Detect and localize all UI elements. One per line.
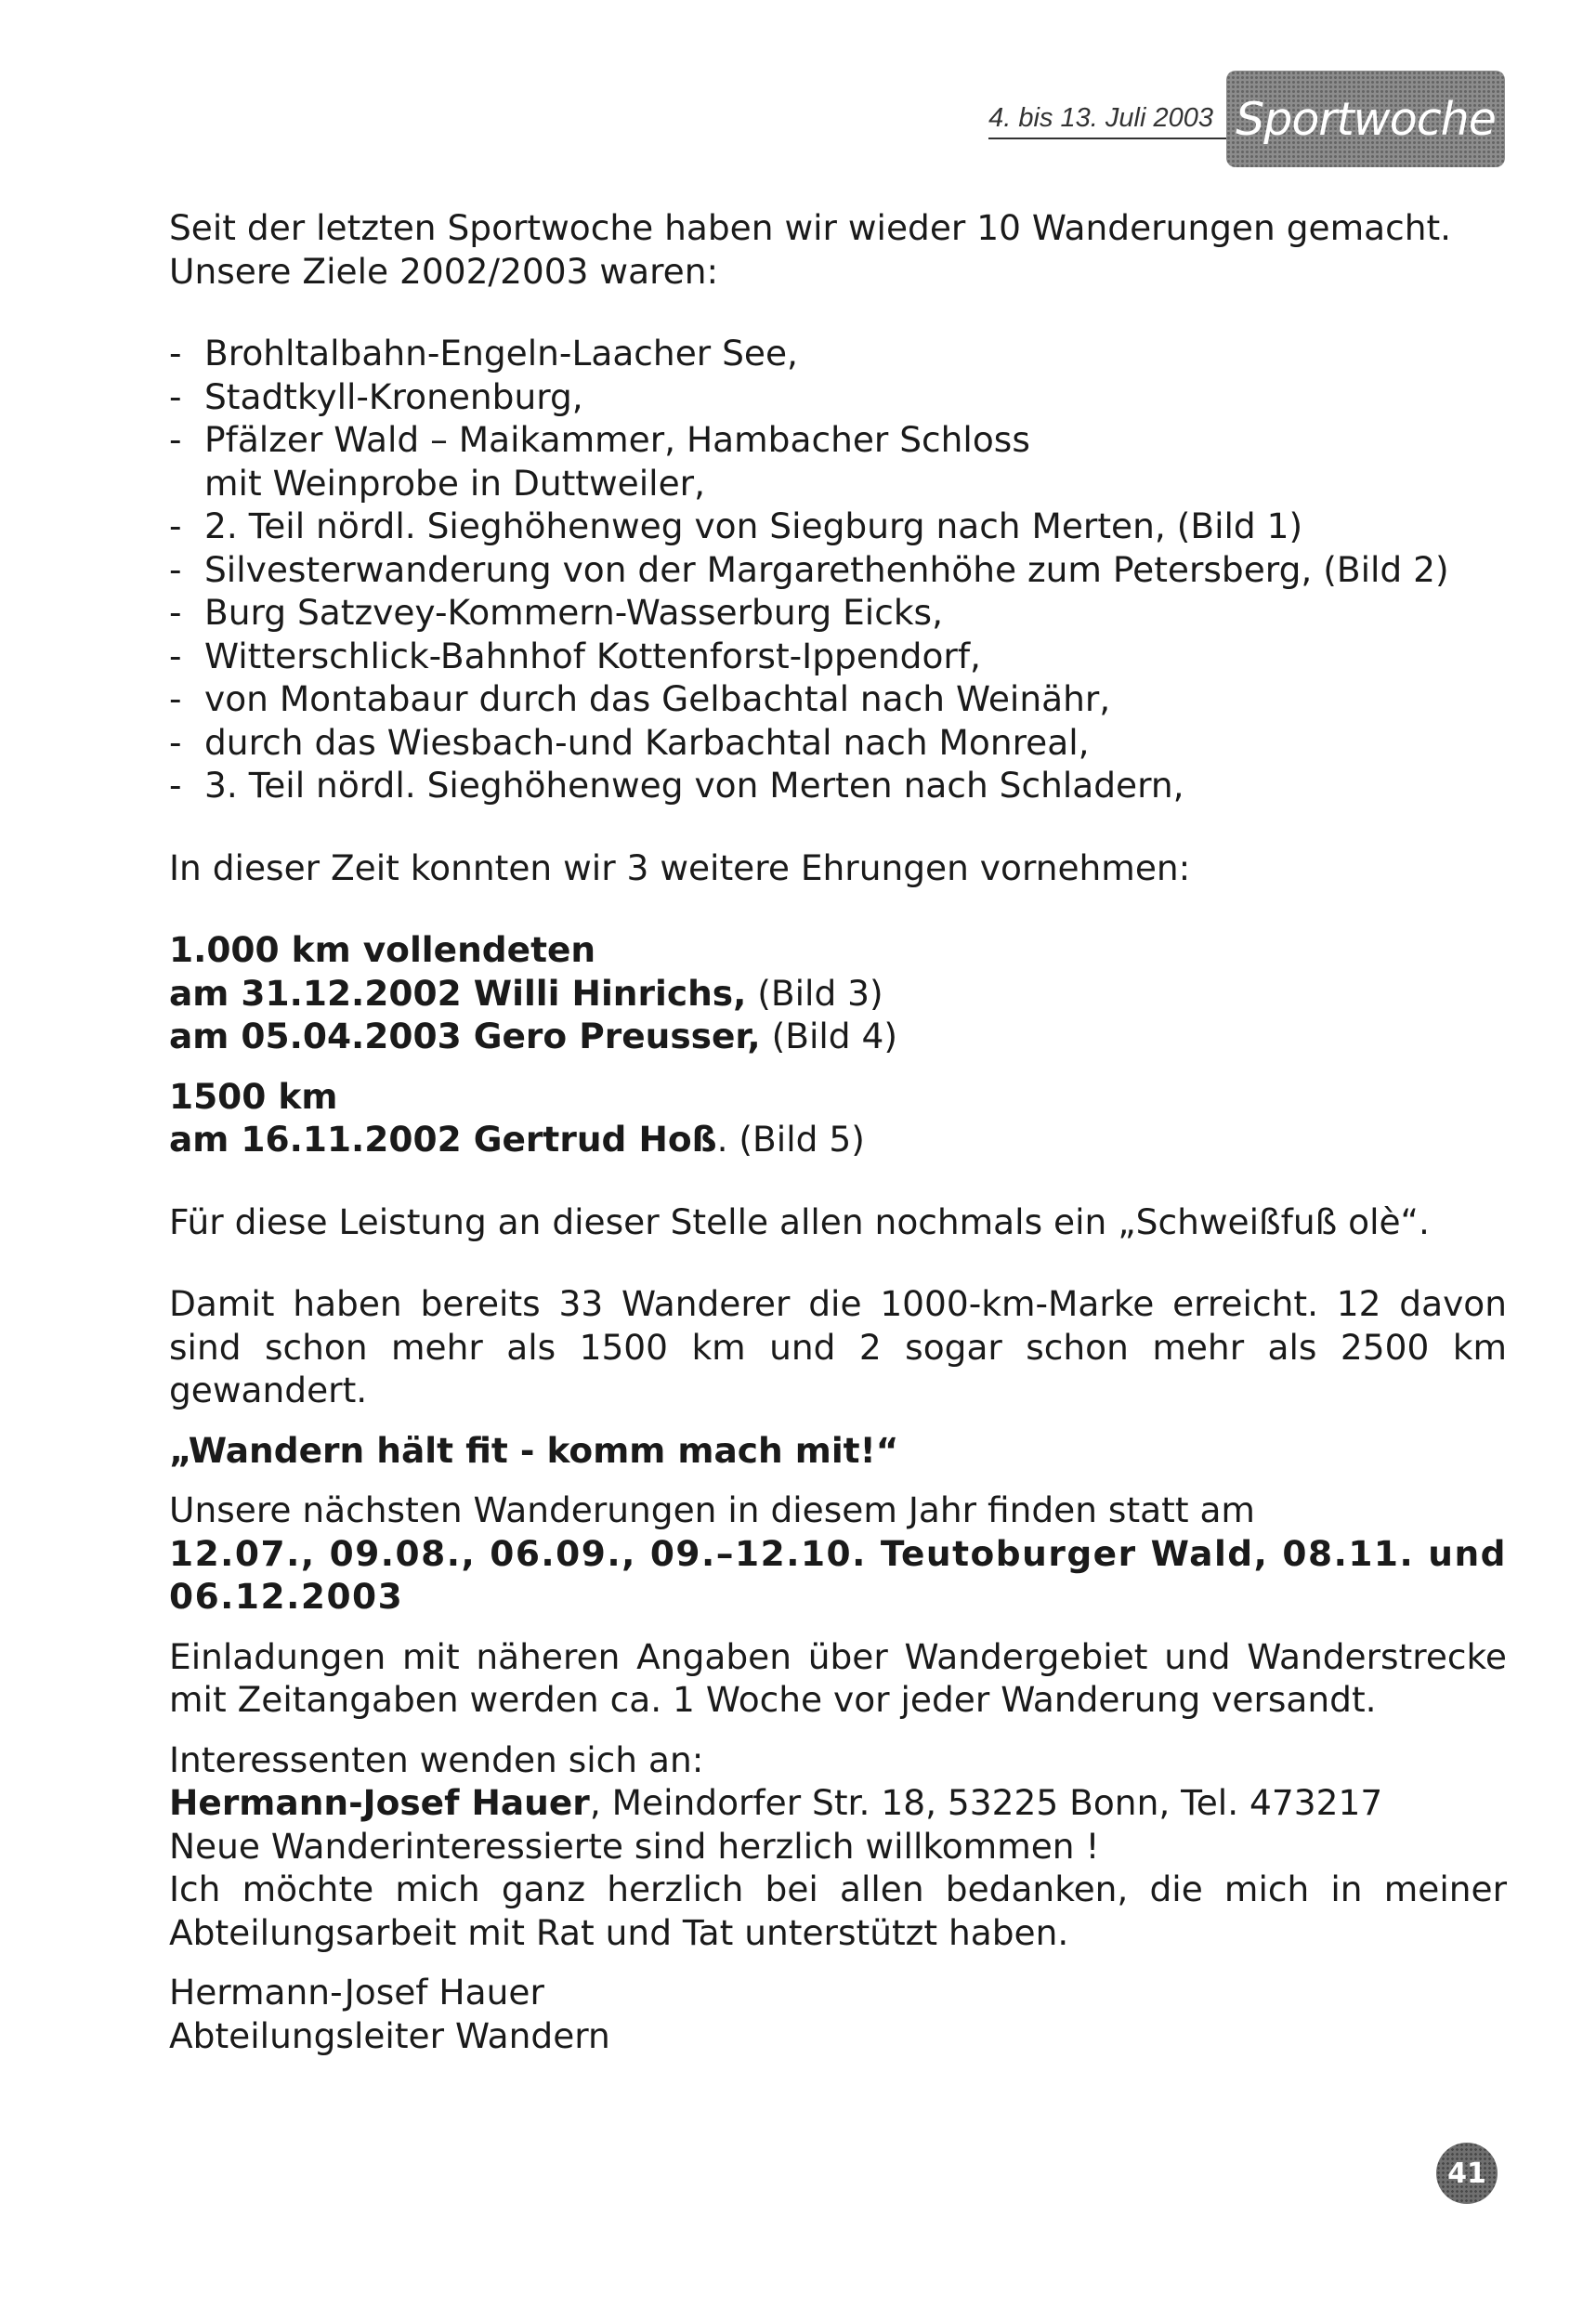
honor-entry [169,1118,1507,1161]
next-hikes-intro: Unsere nächsten Wanderungen in diesem Jahr finden statt am [169,1489,1255,1530]
honor-entry-text: am 16.11.2002 Gertrud Hoß [169,1119,717,1160]
welcome-line: Neue Wanderinteressierte sind herzlich willkommen ! [169,1825,1100,1867]
route-item: - von Montabaur durch das Gelbachtal nach Weinähr, [169,677,1507,721]
invitation-paragraph: Einladungen mit näheren Angaben über Wandergebiet und Wanderstrecke mit Zeitangaben werden ca. 1 Woche vor jeder Wanderung versandt. [169,1635,1507,1720]
route-list [169,332,1507,807]
honor-entry [169,1015,1507,1058]
contact-line [169,1781,1507,1825]
honors-intro: In dieser Zeit konnten wir 3 weitere Ehrungen vornehmen: [169,846,1191,888]
route-item: - Witterschlick-Bahnhof Kottenforst-Ippendorf, [169,635,1507,678]
contact-name: Hermann-Josef Hauer [169,1782,590,1823]
honors-group-2-title: 1500 km [169,1075,338,1117]
stats-paragraph: Damit haben bereits 33 Wanderer die 1000-km-Marke erreicht. 12 davon sind schon mehr als 1500 km und 2 sogar schon mehr als 2500 km gewandert. [169,1283,1507,1410]
route-item-continuation: mit Weinprobe in Duttweiler, [204,462,705,504]
route-item: - durch das Wiesbach-und Karbachtal nach Monreal, [169,721,1507,765]
intro-line-1: Seit der letzten Sportwoche haben wir wieder 10 Wanderungen gemacht. [169,207,1452,248]
honor-entry-ref: . (Bild 5) [716,1119,865,1160]
thanks-line: Für diese Leistung an dieser Stelle allen nochmals ein „Schweißfuß olè“. [169,1200,1430,1242]
route-item: - Silvesterwanderung von der Margarethenhöhe zum Petersberg, (Bild 2) [169,548,1507,592]
signature-role: Abteilungsleiter Wandern [169,2014,610,2056]
signature-name: Hermann-Josef Hauer [169,1972,544,2013]
route-item-text: Pfälzer Wald – Maikammer, Hambacher Schloss [204,419,1030,460]
event-date: 4. bis 13. Juli 2003 [988,103,1226,139]
route-item: - Stadtkyll-Kronenburg, [169,375,1507,419]
honor-entry-text: am 31.12.2002 Willi Hinrichs, [169,972,747,1014]
slogan: „Wandern hält fit - komm mach mit!“ [169,1429,899,1471]
brand-title: Sportwoche [1236,92,1496,146]
route-item: - Burg Satzvey-Kommern-Wasserburg Eicks, [169,591,1507,635]
page-number-badge [1436,2143,1498,2204]
honor-entry-ref: (Bild 4) [771,1016,898,1056]
closing-thanks: Ich möchte mich ganz herzlich bei allen bedanken, die mich in meiner Abteilungsarbeit mit Rat und Tat unterstützt haben. [169,1869,1507,1953]
contact-address: , Meindorfer Str. 18, 53225 Bonn, Tel. 473217 [589,1782,1383,1823]
honors-group-1-title: 1.000 km vollendeten [169,929,596,970]
contact-intro: Interessenten wenden sich an: [169,1738,704,1780]
honor-entry-ref: (Bild 3) [757,972,883,1014]
route-item: - Brohltalbahn-Engeln-Laacher See, [169,332,1507,375]
honor-entry [169,972,1507,1016]
article-body [169,206,1507,2057]
page-header [988,71,1505,167]
route-item: - 2. Teil nördl. Sieghöhenweg von Siegburg nach Merten, (Bild 1) [169,505,1507,548]
page-number: 41 [1447,2157,1486,2190]
next-hikes-dates: 12.07., 09.08., 06.09., 09.–12.10. Teutoburger Wald, 08.11. und 06.12.2003 [169,1532,1507,1617]
intro-line-2: Unsere Ziele 2002/2003 waren: [169,250,719,292]
route-item [169,418,1507,505]
honor-entry-text: am 05.04.2003 Gero Preusser, [169,1016,761,1056]
brand-badge [1226,71,1505,167]
route-item: - 3. Teil nördl. Sieghöhenweg von Merten nach Schladern, [169,764,1507,807]
